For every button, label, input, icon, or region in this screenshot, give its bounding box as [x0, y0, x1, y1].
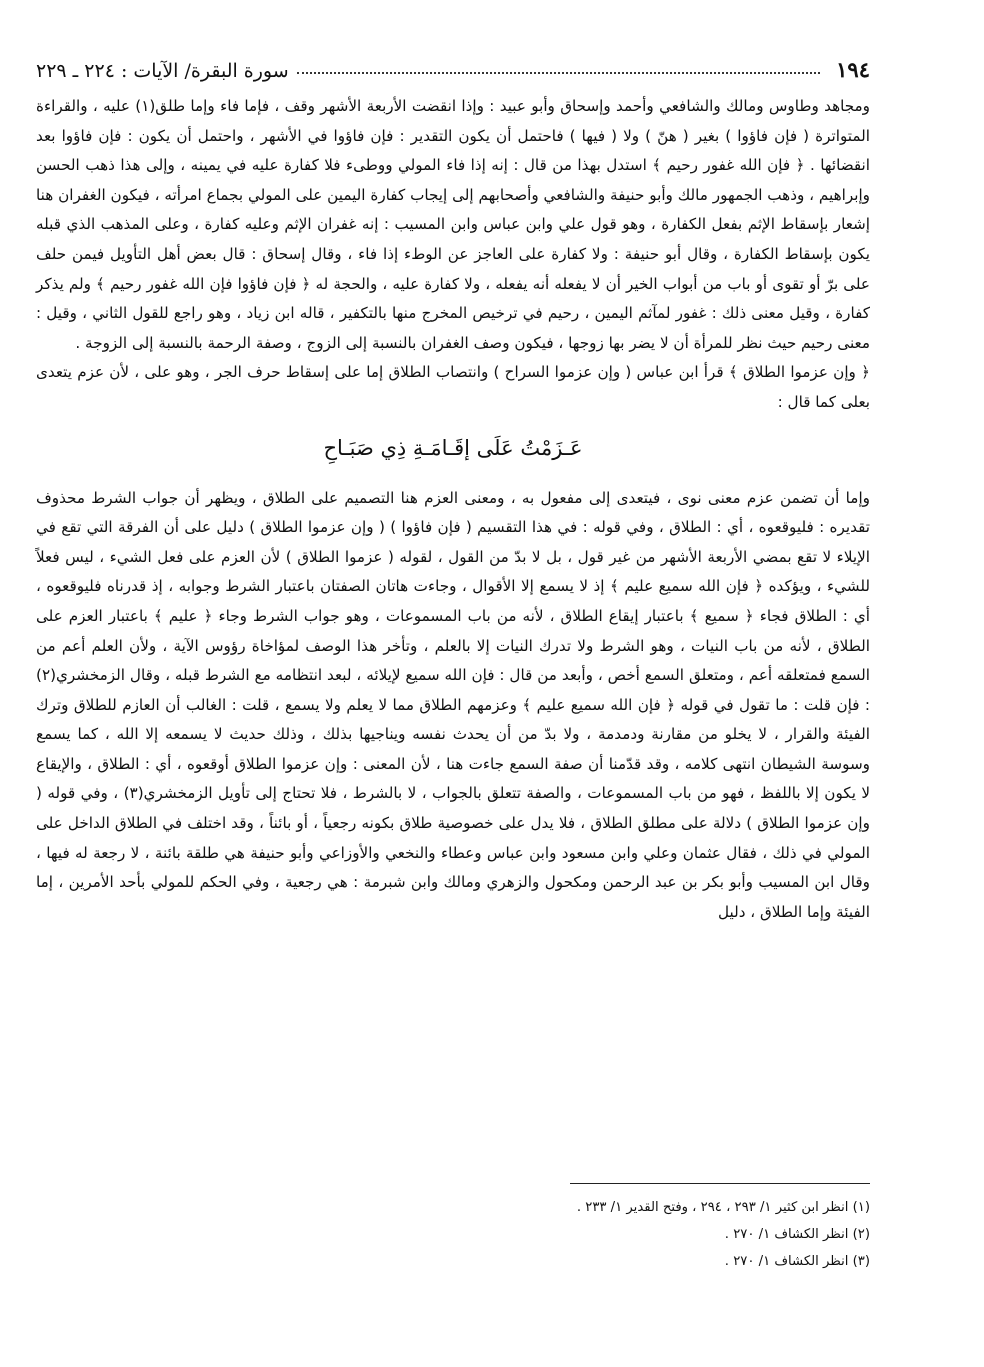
footnote-item: (٢) انظر الكشاف ١/ ٢٧٠ .: [724, 1227, 870, 1242]
page-header: [36, 52, 870, 82]
poetry-verse: عَـزَمْتُ عَلَى إقَـامَـةِ ذِي صَبَـاحِ: [323, 435, 583, 460]
footnotes: [170, 1194, 870, 1275]
header-dotted-leader: [297, 72, 820, 74]
footnote-item: (٣) انظر الكشاف ١/ ٢٧٠ .: [724, 1254, 870, 1269]
page-number: ١٩٤: [836, 57, 870, 82]
footnote-separator: [570, 1183, 870, 1184]
main-text: [36, 92, 870, 927]
paragraph: وإما أن تضمن عزم معنى نوى ، فيتعدى إلى مفعول به ، ومعنى العزم هنا التصميم على الطلاق ، ويظهر أن جواب الشرط محذوف تقديره : فليوقعوه ، أي : الطلاق ، وفي قوله : في هذا التقسيم ( فإن فاؤوا ) ( وإن عزموا الطلاق ) دليل على أن الفرقة التي تقع في الإيلاء لا تقع بمضي الأربعة الأشهر من غير قول ، بل لا بدّ من القول ، لقوله ( عزموا الطلاق ) لأن العزم على فعل الشيء ، ليس فعلاً للشيء ، ويؤكده ﴿ فإن الله سميع عليم ﴾ إذ لا يسمع إلا الأقوال ، وجاءت هاتان الصفتان باعتبار الشرط وجوابه ، إذ قدرناه فليوقعوه ، أي : الطلاق فجاء ﴿ سميع ﴾ باعتبار إيقاع الطلاق ، لأنه من باب المسموعات ، وهو جواب الشرط وجاء ﴿ عليم ﴾ باعتبار العزم على الطلاق ، لأنه من باب النيات ، وهو الشرط ولا تدرك النيات إلا بالعلم ، وتأخر هذا الوصف لمؤاخاة رؤوس الآية ، ولأن العلم أعم من السمع فمتعلقه أعم ، ومتعلق السمع أخص ، وأبعد من قال : فإن الله سميع لإيلائه ، لبعد انتظامه مع الشرط قبله ، وقال الزمخشري(٢) : فإن قلت : ما تقول في قوله ﴿ فإن الله سميع عليم ﴾ وعزمهم الطلاق مما لا يعلم ولا يسمع ، قلت : الغالب أن العازم للطلاق وترك الفيئة والقرار ، لا يخلو من مقارنة ودمدمة ، ولا بدّ من أن يحدث نفسه ويناجيها بذلك ، وذلك حديث لا يسمعه إلا الله ، كما يسمع وسوسة الشيطان انتهى كلامه ، وقد قدّمنا أن صفة السمع جاءت هنا ، لأن المعنى : وإن عزموا الطلاق أوقعوه ، أي : الطلاق ، والإيقاع لا يكون إلا باللفظ ، فهو من باب المسموعات ، والصفة تتعلق بالجواب ، لا بالشرط ، فلا تحتاج إلى تأويل الزمخشري(٣) ، وفي قوله ( وإن عزموا الطلاق ) دلالة على مطلق الطلاق ، فلا يدل على خصوصية طلاق بكونه رجعياً ، أو بائناً ، وقد اختلف في الطلاق الداخل على المولي في ذلك ، فقال عثمان وعلي وابن مسعود وابن عباس وعطاء والنخعي والأوزاعي وأبو حنيفة هي طلقة بائنة ، لا رجعة له فيها ، وقال ابن المسيب وأبو بكر بن عبد الرحمن ومكحول والزهري ومالك وابن شبرمة : هي رجعية ، وفي الحكم للمولي بأحد الأمرين ، إما الفيئة وإما الطلاق ، دليل: [36, 488, 870, 921]
running-title: سورة البقرة/ الآيات : ٢٢٤ ـ ٢٢٩: [36, 60, 289, 82]
footnote-item: (١) انظر ابن كثير ١/ ٢٩٣ ، ٢٩٤ ، وفتح القدير ١/ ٢٣٣ .: [576, 1200, 870, 1215]
paragraph: ﴿ وإن عزموا الطلاق ﴾ قرأ ابن عباس ( وإن عزموا السراح ) وانتصاب الطلاق إما على إسقاط حرف الجر ، وهو على ، لأن عزم يتعدى بعلى كما قال :: [36, 363, 870, 411]
paragraph: ومجاهد وطاوس ومالك والشافعي وأحمد وإسحاق وأبو عبيد : وإذا انقضت الأربعة الأشهر وقف ، فإما فاء وإما طلق(١) عليه ، والقراءة المتواترة ( فإن فاؤوا ) بغير ( هنّ ) ولا ( فيها ) فاحتمل أن يكون التقدير : فإن فاؤوا في الأشهر ، واحتمل أن يكون : فإن فاؤوا بعد انقضائها . ﴿ فإن الله غفور رحيم ﴾ استدل بهذا من قال : إنه إذا فاء المولي ووطىء فلا كفارة عليه في يمينه ، وإلى هذا ذهب الحسن وإبراهيم ، وذهب الجمهور مالك وأبو حنيفة والشافعي وأصحابهم إلى إيجاب كفارة اليمين على المولي بجماع امرأته ، فيكون الغفران هنا إشعار بإسقاط الإثم بفعل الكفارة ، وهو قول علي وابن عباس وابن المسيب : إنه غفران الإثم وعليه كفارة ، وعلى المذهب الذي قبله يكون بإسقاط الكفارة ، وقال أبو حنيفة : ولا كفارة على العاجز عن الوطء إذا فاء ، وقال إسحاق : قال بعض أهل التأويل فيمن حلف على برّ أو تقوى أو باب من أبواب الخير أن لا يفعله أنه يفعله ، ولا كفارة عليه ، والحجة له ﴿ فإن فاؤوا فإن الله غفور رحيم ﴾ ولم يذكر كفارة ، وقيل معنى ذلك : غفور لمآثم اليمين ، رحيم في ترخيص المخرج منها بالتكفير ، قاله ابن زياد ، وهو راجع للقول الثاني ، وقيل : معنى رحيم حيث نظر للمرأة أن لا يضر بها زوجها ، فيكون وصف الغفران بالنسبة إلى الزوج ، وصفة الرحمة بالنسبة إلى الزوجة .: [36, 97, 870, 352]
